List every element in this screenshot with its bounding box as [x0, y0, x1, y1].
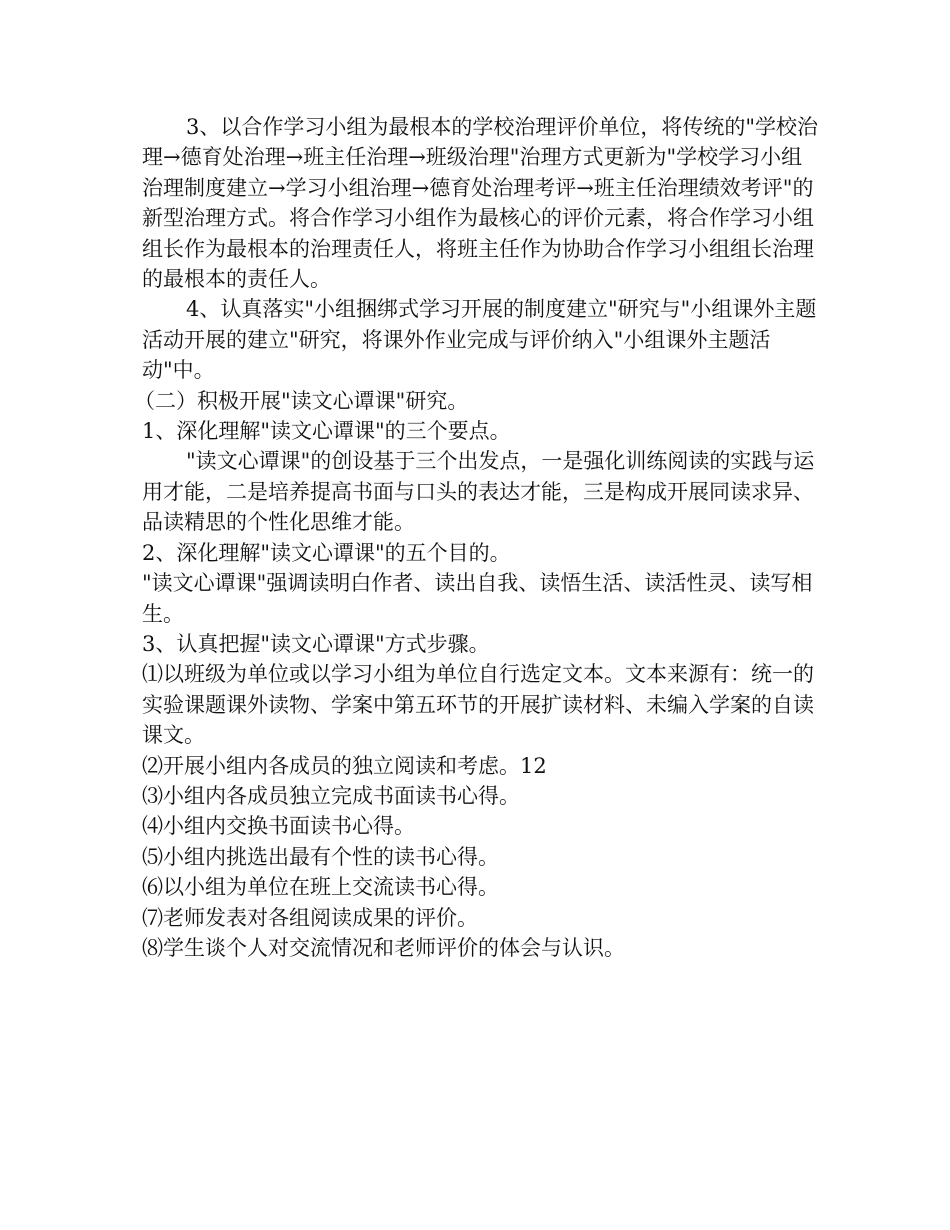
paragraph-item-4: 4、认真落实"小组捆绑式学习开展的制度建立"研究与"小组课外主题活动开展的建立"研究，将课外作业完成与评价纳入"小组课外主题活动"中。	[142, 297, 817, 383]
step-2: ⑵开展小组内各成员的独立阅读和考虑。12	[142, 753, 547, 778]
step-8: ⑻学生谈个人对交流情况和老师评价的体会与认识。	[142, 935, 625, 960]
subheading-2: 2、深化理解"读文心谭课"的五个目的。	[142, 540, 511, 565]
paragraph-starting-points: "读文心谭课"的创设基于三个出发点，一是强化训练阅读的实践与运用才能，二是培养提高书面与口头的表达才能，三是构成开展同读求异、品读精思的个性化思维才能。	[142, 449, 815, 535]
subheading-1: 1、深化理解"读文心谭课"的三个要点。	[142, 419, 511, 444]
step-4: ⑷小组内交换书面读书心得。	[142, 814, 415, 839]
section-heading-2: （二）积极开展"读文心谭课"研究。	[134, 388, 469, 413]
subheading-3: 3、认真把握"读文心谭课"方式步骤。	[142, 631, 490, 656]
document-page	[134, 112, 822, 963]
step-7: ⑺老师发表对各组阅读成果的评价。	[142, 905, 478, 930]
step-6: ⑹以小组为单位在班上交流读书心得。	[142, 875, 499, 900]
paragraph-purposes: "读文心谭课"强调读明白作者、读出自我、读悟生活、读活性灵、读写相生。	[142, 571, 813, 626]
step-1: ⑴以班级为单位或以学习小组为单位自行选定文本。文本来源有：统一的实验课题课外读物、学案中第五环节的开展扩读材料、未编入学案的自读课文。	[142, 662, 814, 748]
step-3: ⑶小组内各成员独立完成书面读书心得。	[142, 783, 520, 808]
step-5: ⑸小组内挑选出最有个性的读书心得。	[142, 844, 499, 869]
paragraph-item-3: 3、以合作学习小组为最根本的学校治理评价单位，将传统的"学校治理→德育处治理→班主任治理→班级治理"治理方式更新为"学校学习小组治理制度建立→学习小组治理→德育处治理考评→班主任治理绩效考评"的新型治理方式。将合作学习小组作为最核心的评价元素，将合作学习小组组长作为最根本的治理责任人，将班主任作为协助合作学习小组组长治理的最根本的责任人。	[142, 115, 819, 292]
